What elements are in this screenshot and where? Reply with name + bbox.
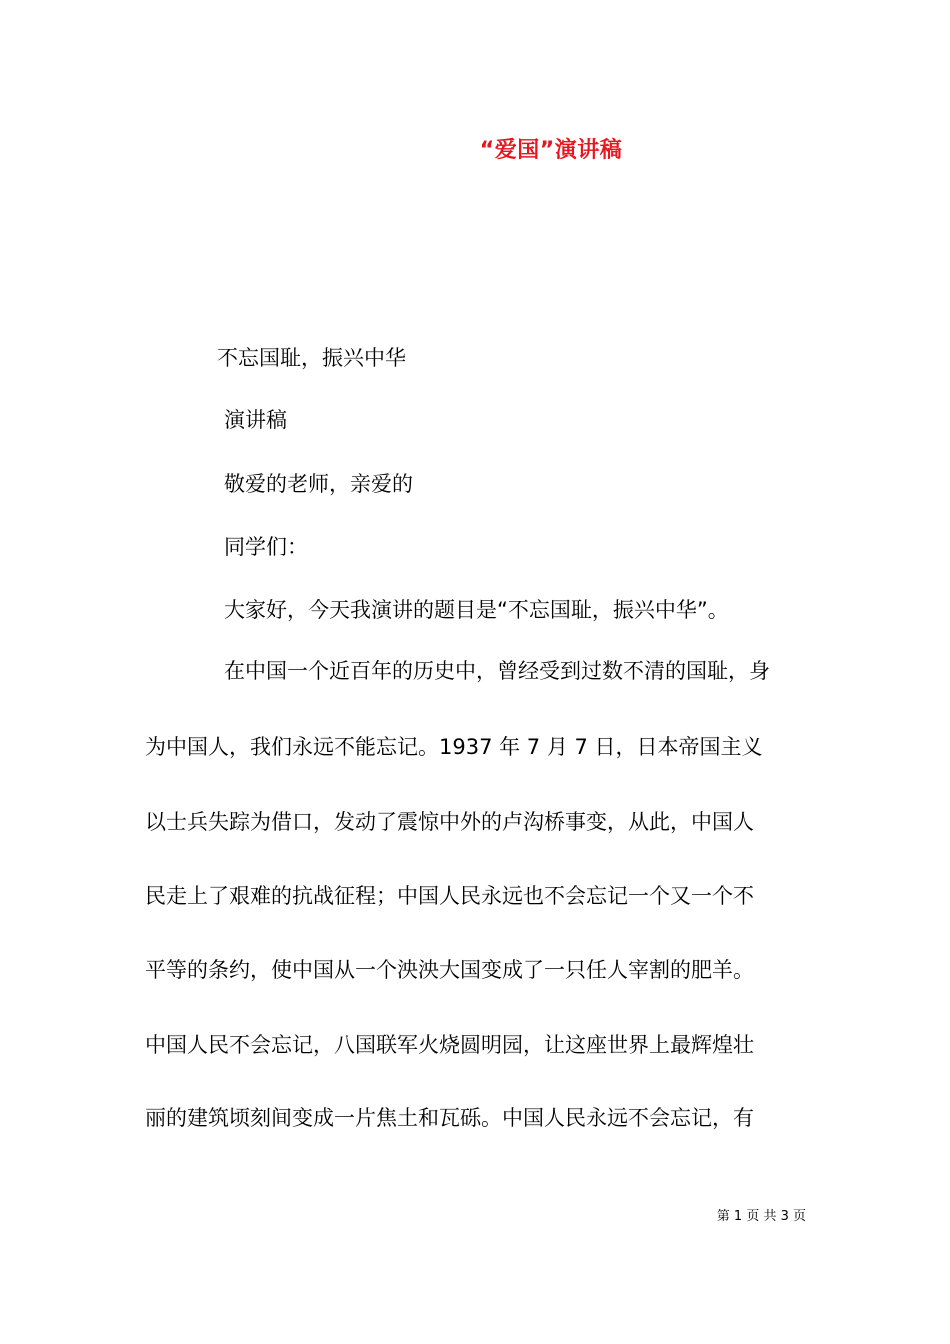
- text-line: 不忘国耻，振兴中华: [217, 346, 406, 370]
- text-line: 为中国人，我们永远不能忘记。1937 年 7 月 7 日，日本帝国主义: [145, 735, 763, 759]
- text-line: 平等的条约，使中国从一个泱泱大国变成了一只任人宰割的肥羊。: [145, 958, 754, 982]
- text-line: 大家好，今天我演讲的题目是“不忘国耻，振兴中华”。: [224, 598, 729, 622]
- text-line: 同学们：: [224, 535, 308, 559]
- page-number: 第 1 页 共 3 页: [716, 1209, 806, 1224]
- text-line: 民走上了艰难的抗战征程；中国人民永远也不会忘记一个又一个不: [145, 884, 754, 908]
- text-line: 以士兵失踪为借口，发动了震惊中外的卢沟桥事变，从此，中国人: [145, 810, 754, 834]
- text-line: 敬爱的老师，亲爱的: [224, 472, 413, 496]
- text-line: 丽的建筑顷刻间变成一片焦土和瓦砾。中国人民永远不会忘记，有: [145, 1106, 754, 1130]
- document-title: “爱国”演讲稿: [479, 138, 623, 163]
- text-line: 在中国一个近百年的历史中，曾经受到过数不清的国耻，身: [224, 659, 770, 683]
- text-line: 中国人民不会忘记，八国联军火烧圆明园，让这座世界上最辉煌壮: [145, 1033, 754, 1057]
- text-line: 演讲稿: [224, 408, 287, 432]
